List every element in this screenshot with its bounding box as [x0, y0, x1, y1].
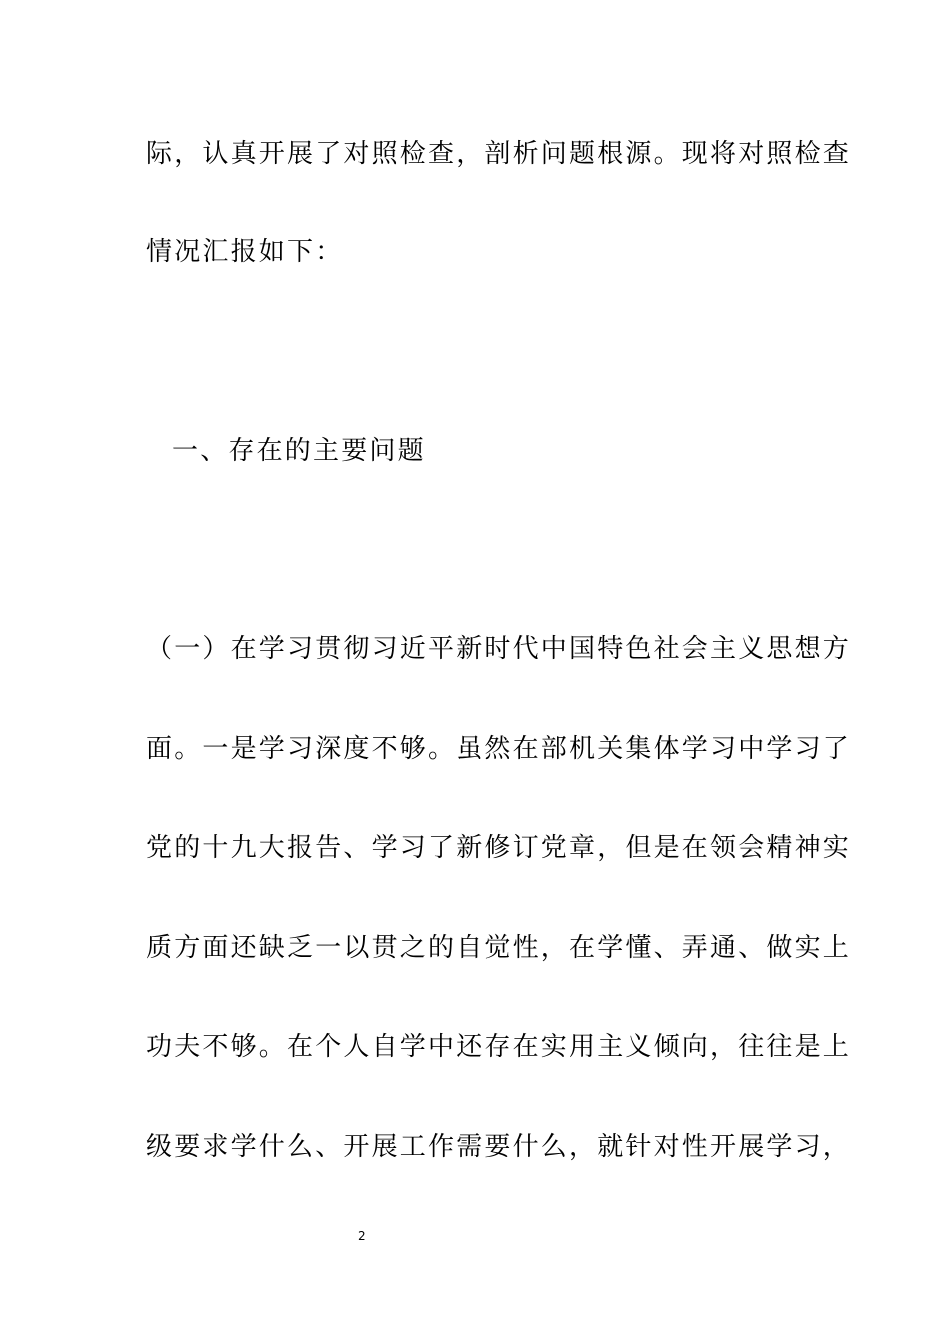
paragraph-1-line-5: 功夫不够。在个人自学中还存在实用主义倾向，往往是上: [146, 1032, 852, 1062]
paragraph-1-line-3: 党的十九大报告、学习了新修订党章，但是在领会精神实: [146, 833, 852, 863]
paragraph-intro-line-1: 际，认真开展了对照检查，剖析问题根源。现将对照检查: [146, 139, 852, 169]
paragraph-1-line-6: 级要求学什么、开展工作需要什么，就针对性开展学习，: [146, 1132, 852, 1162]
paragraph-1-line-1: （一）在学习贯彻习近平新时代中国特色社会主义思想方: [146, 634, 852, 664]
paragraph-1-line-4: 质方面还缺乏一以贯之的自觉性，在学懂、弄通、做实上: [146, 933, 852, 963]
paragraph-1-line-2: 面。一是学习深度不够。虽然在部机关集体学习中学习了: [146, 734, 852, 764]
page-number: 2: [358, 1229, 366, 1243]
paragraph-intro-line-2: 情况汇报如下：: [146, 237, 344, 267]
section-heading: 一、存在的主要问题: [172, 436, 426, 466]
